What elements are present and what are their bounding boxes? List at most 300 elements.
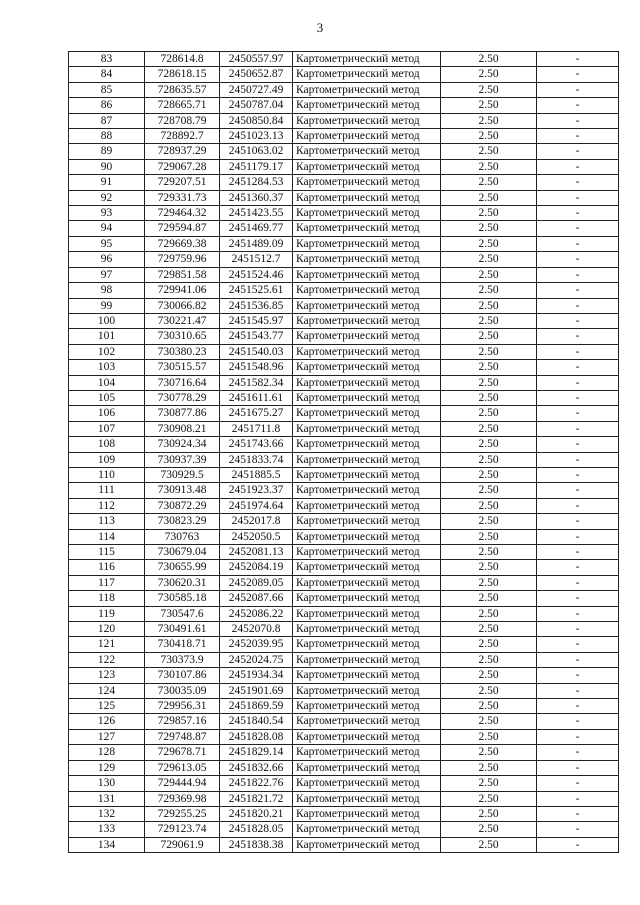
point-number-cell: 125 (69, 699, 145, 714)
description-cell: - (537, 514, 619, 529)
table-row (69, 329, 619, 344)
x-coordinate-cell: 730585.18 (145, 591, 220, 606)
method-cell: Картометрический метод (293, 129, 441, 144)
point-number-cell: 123 (69, 668, 145, 683)
table-row (69, 729, 619, 744)
point-number-cell: 113 (69, 514, 145, 529)
y-coordinate-cell: 2452039.95 (220, 637, 293, 652)
table-row (69, 467, 619, 482)
table-row (69, 514, 619, 529)
method-cell: Картометрический метод (293, 529, 441, 544)
point-number-cell: 132 (69, 806, 145, 821)
point-number-cell: 105 (69, 390, 145, 405)
accuracy-cell: 2.50 (441, 437, 537, 452)
point-number-cell: 121 (69, 637, 145, 652)
table-row (69, 52, 619, 67)
description-cell: - (537, 67, 619, 82)
y-coordinate-cell: 2451901.69 (220, 683, 293, 698)
coordinates-table (68, 51, 619, 853)
method-cell: Картометрический метод (293, 175, 441, 190)
point-number-cell: 85 (69, 82, 145, 97)
x-coordinate-cell: 728665.71 (145, 98, 220, 113)
table-row (69, 421, 619, 436)
description-cell: - (537, 683, 619, 698)
description-cell: - (537, 699, 619, 714)
x-coordinate-cell: 729759.96 (145, 252, 220, 267)
method-cell: Картометрический метод (293, 591, 441, 606)
y-coordinate-cell: 2451543.77 (220, 329, 293, 344)
method-cell: Картометрический метод (293, 82, 441, 97)
y-coordinate-cell: 2451840.54 (220, 714, 293, 729)
method-cell: Картометрический метод (293, 313, 441, 328)
point-number-cell: 128 (69, 745, 145, 760)
accuracy-cell: 2.50 (441, 390, 537, 405)
accuracy-cell: 2.50 (441, 791, 537, 806)
description-cell: - (537, 236, 619, 251)
description-cell: - (537, 606, 619, 621)
point-number-cell: 111 (69, 483, 145, 498)
description-cell: - (537, 190, 619, 205)
x-coordinate-cell: 730908.21 (145, 421, 220, 436)
table-row (69, 375, 619, 390)
description-cell: - (537, 652, 619, 667)
y-coordinate-cell: 2452017.8 (220, 514, 293, 529)
accuracy-cell: 2.50 (441, 837, 537, 852)
description-cell: - (537, 390, 619, 405)
y-coordinate-cell: 2451829.14 (220, 745, 293, 760)
y-coordinate-cell: 2451828.08 (220, 729, 293, 744)
method-cell: Картометрический метод (293, 360, 441, 375)
description-cell: - (537, 421, 619, 436)
y-coordinate-cell: 2451179.17 (220, 159, 293, 174)
table-row (69, 591, 619, 606)
description-cell: - (537, 113, 619, 128)
table-row (69, 267, 619, 282)
description-cell: - (537, 267, 619, 282)
y-coordinate-cell: 2451284.53 (220, 175, 293, 190)
y-coordinate-cell: 2451360.37 (220, 190, 293, 205)
table-row (69, 529, 619, 544)
x-coordinate-cell: 729678.71 (145, 745, 220, 760)
accuracy-cell: 2.50 (441, 560, 537, 575)
description-cell: - (537, 437, 619, 452)
x-coordinate-cell: 730373.9 (145, 652, 220, 667)
y-coordinate-cell: 2451743.66 (220, 437, 293, 452)
description-cell: - (537, 806, 619, 821)
table-body (69, 52, 619, 853)
x-coordinate-cell: 729857.16 (145, 714, 220, 729)
x-coordinate-cell: 730877.86 (145, 406, 220, 421)
description-cell: - (537, 283, 619, 298)
description-cell: - (537, 791, 619, 806)
accuracy-cell: 2.50 (441, 190, 537, 205)
method-cell: Картометрический метод (293, 652, 441, 667)
y-coordinate-cell: 2451536.85 (220, 298, 293, 313)
page-number: 3 (316, 20, 324, 35)
description-cell: - (537, 729, 619, 744)
x-coordinate-cell: 729331.73 (145, 190, 220, 205)
description-cell: - (537, 622, 619, 637)
point-number-cell: 117 (69, 575, 145, 590)
point-number-cell: 94 (69, 221, 145, 236)
point-number-cell: 127 (69, 729, 145, 744)
x-coordinate-cell: 728937.29 (145, 144, 220, 159)
method-cell: Картометрический метод (293, 390, 441, 405)
description-cell: - (537, 714, 619, 729)
description-cell: - (537, 452, 619, 467)
point-number-cell: 89 (69, 144, 145, 159)
description-cell: - (537, 545, 619, 560)
y-coordinate-cell: 2451711.8 (220, 421, 293, 436)
point-number-cell: 119 (69, 606, 145, 621)
point-number-cell: 102 (69, 344, 145, 359)
x-coordinate-cell: 729444.94 (145, 776, 220, 791)
method-cell: Картометрический метод (293, 560, 441, 575)
description-cell: - (537, 498, 619, 513)
description-cell: - (537, 360, 619, 375)
point-number-cell: 134 (69, 837, 145, 852)
y-coordinate-cell: 2452024.75 (220, 652, 293, 667)
table-row (69, 637, 619, 652)
point-number-cell: 97 (69, 267, 145, 282)
y-coordinate-cell: 2450727.49 (220, 82, 293, 97)
y-coordinate-cell: 2451525.61 (220, 283, 293, 298)
point-number-cell: 110 (69, 467, 145, 482)
point-number-cell: 83 (69, 52, 145, 67)
x-coordinate-cell: 730310.65 (145, 329, 220, 344)
table-row (69, 190, 619, 205)
method-cell: Картометрический метод (293, 375, 441, 390)
table-row (69, 575, 619, 590)
method-cell: Картометрический метод (293, 514, 441, 529)
accuracy-cell: 2.50 (441, 729, 537, 744)
method-cell: Картометрический метод (293, 329, 441, 344)
accuracy-cell: 2.50 (441, 129, 537, 144)
accuracy-cell: 2.50 (441, 529, 537, 544)
accuracy-cell: 2.50 (441, 514, 537, 529)
accuracy-cell: 2.50 (441, 283, 537, 298)
point-number-cell: 106 (69, 406, 145, 421)
description-cell: - (537, 206, 619, 221)
point-number-cell: 86 (69, 98, 145, 113)
accuracy-cell: 2.50 (441, 483, 537, 498)
accuracy-cell: 2.50 (441, 144, 537, 159)
description-cell: - (537, 129, 619, 144)
method-cell: Картометрический метод (293, 467, 441, 482)
description-cell: - (537, 575, 619, 590)
accuracy-cell: 2.50 (441, 806, 537, 821)
point-number-cell: 87 (69, 113, 145, 128)
method-cell: Картометрический метод (293, 791, 441, 806)
accuracy-cell: 2.50 (441, 206, 537, 221)
accuracy-cell: 2.50 (441, 221, 537, 236)
table-row (69, 837, 619, 852)
table-row (69, 313, 619, 328)
x-coordinate-cell: 730937.39 (145, 452, 220, 467)
point-number-cell: 129 (69, 760, 145, 775)
y-coordinate-cell: 2452087.66 (220, 591, 293, 606)
y-coordinate-cell: 2451023.13 (220, 129, 293, 144)
accuracy-cell: 2.50 (441, 467, 537, 482)
accuracy-cell: 2.50 (441, 545, 537, 560)
y-coordinate-cell: 2451512.7 (220, 252, 293, 267)
y-coordinate-cell: 2451675.27 (220, 406, 293, 421)
y-coordinate-cell: 2450557.97 (220, 52, 293, 67)
x-coordinate-cell: 730380.23 (145, 344, 220, 359)
accuracy-cell: 2.50 (441, 236, 537, 251)
point-number-cell: 114 (69, 529, 145, 544)
accuracy-cell: 2.50 (441, 668, 537, 683)
method-cell: Картометрический метод (293, 252, 441, 267)
method-cell: Картометрический метод (293, 236, 441, 251)
point-number-cell: 116 (69, 560, 145, 575)
accuracy-cell: 2.50 (441, 622, 537, 637)
accuracy-cell: 2.50 (441, 360, 537, 375)
description-cell: - (537, 98, 619, 113)
table-row (69, 252, 619, 267)
x-coordinate-cell: 729207.51 (145, 175, 220, 190)
point-number-cell: 101 (69, 329, 145, 344)
table-row (69, 714, 619, 729)
point-number-cell: 100 (69, 313, 145, 328)
point-number-cell: 98 (69, 283, 145, 298)
accuracy-cell: 2.50 (441, 822, 537, 837)
x-coordinate-cell: 730620.31 (145, 575, 220, 590)
table-row (69, 221, 619, 236)
x-coordinate-cell: 730418.71 (145, 637, 220, 652)
method-cell: Картометрический метод (293, 283, 441, 298)
method-cell: Картометрический метод (293, 729, 441, 744)
y-coordinate-cell: 2451833.74 (220, 452, 293, 467)
x-coordinate-cell: 730716.64 (145, 375, 220, 390)
method-cell: Картометрический метод (293, 683, 441, 698)
table-row (69, 760, 619, 775)
point-number-cell: 108 (69, 437, 145, 452)
table-row (69, 683, 619, 698)
table-row (69, 98, 619, 113)
point-number-cell: 90 (69, 159, 145, 174)
point-number-cell: 104 (69, 375, 145, 390)
y-coordinate-cell: 2451974.64 (220, 498, 293, 513)
y-coordinate-cell: 2451469.77 (220, 221, 293, 236)
table-row (69, 560, 619, 575)
x-coordinate-cell: 728708.79 (145, 113, 220, 128)
point-number-cell: 120 (69, 622, 145, 637)
description-cell: - (537, 591, 619, 606)
x-coordinate-cell: 730924.34 (145, 437, 220, 452)
x-coordinate-cell: 729669.38 (145, 236, 220, 251)
method-cell: Картометрический метод (293, 745, 441, 760)
table-row (69, 498, 619, 513)
x-coordinate-cell: 729255.25 (145, 806, 220, 821)
table-row (69, 67, 619, 82)
x-coordinate-cell: 730547.6 (145, 606, 220, 621)
point-number-cell: 95 (69, 236, 145, 251)
x-coordinate-cell: 729748.87 (145, 729, 220, 744)
accuracy-cell: 2.50 (441, 652, 537, 667)
method-cell: Картометрический метод (293, 806, 441, 821)
point-number-cell: 107 (69, 421, 145, 436)
description-cell: - (537, 252, 619, 267)
point-number-cell: 99 (69, 298, 145, 313)
table-row (69, 390, 619, 405)
method-cell: Картометрический метод (293, 776, 441, 791)
table-row (69, 298, 619, 313)
point-number-cell: 122 (69, 652, 145, 667)
accuracy-cell: 2.50 (441, 421, 537, 436)
accuracy-cell: 2.50 (441, 52, 537, 67)
accuracy-cell: 2.50 (441, 98, 537, 113)
x-coordinate-cell: 729061.9 (145, 837, 220, 852)
description-cell: - (537, 560, 619, 575)
table-row (69, 437, 619, 452)
description-cell: - (537, 52, 619, 67)
method-cell: Картометрический метод (293, 98, 441, 113)
table-row (69, 806, 619, 821)
table-row (69, 406, 619, 421)
method-cell: Картометрический метод (293, 159, 441, 174)
y-coordinate-cell: 2452084.19 (220, 560, 293, 575)
table-row (69, 344, 619, 359)
accuracy-cell: 2.50 (441, 406, 537, 421)
description-cell: - (537, 159, 619, 174)
x-coordinate-cell: 730679.04 (145, 545, 220, 560)
x-coordinate-cell: 730515.57 (145, 360, 220, 375)
method-cell: Картометрический метод (293, 52, 441, 67)
table-row (69, 622, 619, 637)
accuracy-cell: 2.50 (441, 606, 537, 621)
x-coordinate-cell: 729613.05 (145, 760, 220, 775)
x-coordinate-cell: 730929.5 (145, 467, 220, 482)
method-cell: Картометрический метод (293, 606, 441, 621)
y-coordinate-cell: 2452089.05 (220, 575, 293, 590)
table-row (69, 791, 619, 806)
method-cell: Картометрический метод (293, 113, 441, 128)
table-row (69, 745, 619, 760)
description-cell: - (537, 144, 619, 159)
x-coordinate-cell: 728635.57 (145, 82, 220, 97)
x-coordinate-cell: 730221.47 (145, 313, 220, 328)
table-row (69, 236, 619, 251)
y-coordinate-cell: 2451822.76 (220, 776, 293, 791)
method-cell: Картометрический метод (293, 406, 441, 421)
point-number-cell: 93 (69, 206, 145, 221)
point-number-cell: 131 (69, 791, 145, 806)
method-cell: Картометрический метод (293, 837, 441, 852)
accuracy-cell: 2.50 (441, 113, 537, 128)
method-cell: Картометрический метод (293, 344, 441, 359)
table-row (69, 113, 619, 128)
point-number-cell: 96 (69, 252, 145, 267)
method-cell: Картометрический метод (293, 298, 441, 313)
accuracy-cell: 2.50 (441, 298, 537, 313)
y-coordinate-cell: 2452081.13 (220, 545, 293, 560)
accuracy-cell: 2.50 (441, 67, 537, 82)
x-coordinate-cell: 729594.87 (145, 221, 220, 236)
point-number-cell: 91 (69, 175, 145, 190)
x-coordinate-cell: 730778.29 (145, 390, 220, 405)
description-cell: - (537, 837, 619, 852)
accuracy-cell: 2.50 (441, 699, 537, 714)
method-cell: Картометрический метод (293, 144, 441, 159)
table-row (69, 776, 619, 791)
accuracy-cell: 2.50 (441, 591, 537, 606)
point-number-cell: 112 (69, 498, 145, 513)
accuracy-cell: 2.50 (441, 714, 537, 729)
y-coordinate-cell: 2451524.46 (220, 267, 293, 282)
description-cell: - (537, 637, 619, 652)
y-coordinate-cell: 2451923.37 (220, 483, 293, 498)
y-coordinate-cell: 2451545.97 (220, 313, 293, 328)
y-coordinate-cell: 2452070.8 (220, 622, 293, 637)
table-row (69, 699, 619, 714)
table-row (69, 175, 619, 190)
method-cell: Картометрический метод (293, 67, 441, 82)
point-number-cell: 130 (69, 776, 145, 791)
x-coordinate-cell: 730763 (145, 529, 220, 544)
point-number-cell: 115 (69, 545, 145, 560)
point-number-cell: 109 (69, 452, 145, 467)
table-row (69, 822, 619, 837)
y-coordinate-cell: 2451832.66 (220, 760, 293, 775)
description-cell: - (537, 776, 619, 791)
x-coordinate-cell: 728618.15 (145, 67, 220, 82)
x-coordinate-cell: 728614.8 (145, 52, 220, 67)
table-row (69, 144, 619, 159)
description-cell: - (537, 375, 619, 390)
x-coordinate-cell: 730107.86 (145, 668, 220, 683)
accuracy-cell: 2.50 (441, 760, 537, 775)
point-number-cell: 88 (69, 129, 145, 144)
point-number-cell: 133 (69, 822, 145, 837)
method-cell: Картометрический метод (293, 206, 441, 221)
point-number-cell: 124 (69, 683, 145, 698)
accuracy-cell: 2.50 (441, 575, 537, 590)
x-coordinate-cell: 729123.74 (145, 822, 220, 837)
description-cell: - (537, 175, 619, 190)
description-cell: - (537, 344, 619, 359)
point-number-cell: 126 (69, 714, 145, 729)
accuracy-cell: 2.50 (441, 637, 537, 652)
x-coordinate-cell: 730872.29 (145, 498, 220, 513)
x-coordinate-cell: 730823.29 (145, 514, 220, 529)
accuracy-cell: 2.50 (441, 344, 537, 359)
method-cell: Картометрический метод (293, 452, 441, 467)
y-coordinate-cell: 2451063.02 (220, 144, 293, 159)
x-coordinate-cell: 729067.28 (145, 159, 220, 174)
y-coordinate-cell: 2451885.5 (220, 467, 293, 482)
y-coordinate-cell: 2451820.21 (220, 806, 293, 821)
table-row (69, 668, 619, 683)
description-cell: - (537, 221, 619, 236)
description-cell: - (537, 467, 619, 482)
y-coordinate-cell: 2452086.22 (220, 606, 293, 621)
y-coordinate-cell: 2451934.34 (220, 668, 293, 683)
x-coordinate-cell: 729941.06 (145, 283, 220, 298)
method-cell: Картометрический метод (293, 622, 441, 637)
y-coordinate-cell: 2451838.38 (220, 837, 293, 852)
y-coordinate-cell: 2451582.34 (220, 375, 293, 390)
point-number-cell: 118 (69, 591, 145, 606)
description-cell: - (537, 298, 619, 313)
description-cell: - (537, 668, 619, 683)
table-row (69, 283, 619, 298)
y-coordinate-cell: 2451821.72 (220, 791, 293, 806)
y-coordinate-cell: 2451869.59 (220, 699, 293, 714)
y-coordinate-cell: 2451489.09 (220, 236, 293, 251)
x-coordinate-cell: 729464.32 (145, 206, 220, 221)
description-cell: - (537, 82, 619, 97)
